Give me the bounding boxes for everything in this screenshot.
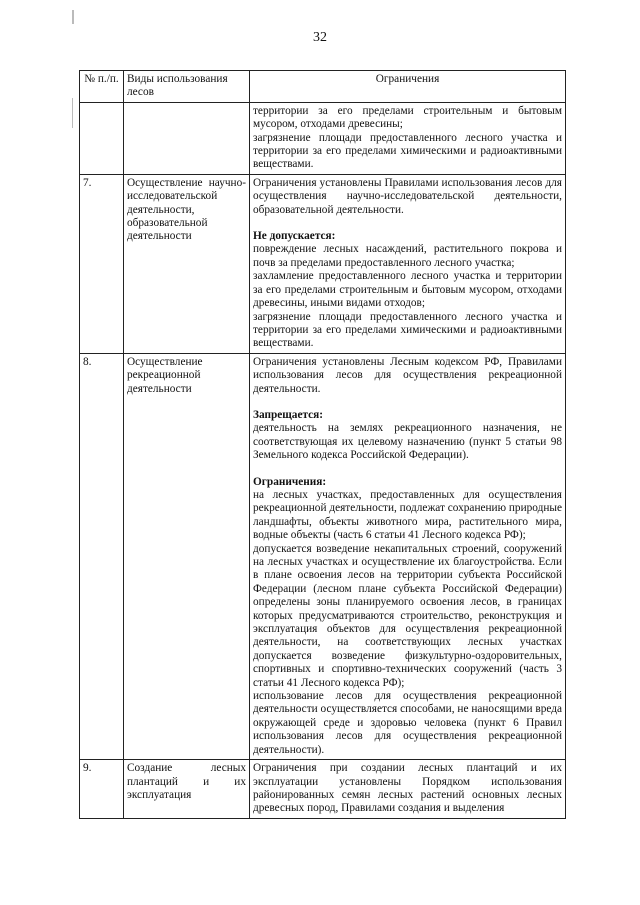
paragraph-gap [253,217,562,230]
limitation-paragraph: загрязнение площади предоставленного лесного участка и территории за его пределами химическими и радиоактивными веществами. [253,131,562,171]
row-usage-type [124,102,250,174]
limitation-paragraph: территории за его пределами строительным и бытовым мусором, отходами древесины; [253,104,562,131]
limitation-paragraph: Ограничения установлены Лесным кодексом РФ, Правилами использования лесов для осуществления рекреационной деятельности. [253,355,562,395]
scan-mark [72,98,73,128]
row-limitations [250,760,566,819]
paragraph-gap [253,396,562,409]
header-type: Виды использования лесов [124,71,250,103]
row-number: 9. [80,760,124,819]
section-heading: Ограничения: [253,475,327,488]
table-row [80,174,566,353]
limitation-paragraph: повреждение лесных насаждений, растительного покрова и почв за пределами предоставленного лесного участка; [253,243,562,269]
row-number [80,102,124,174]
scan-mark [72,10,74,24]
row-limitations [250,102,566,174]
limitation-paragraph: на лесных участках, предоставленных для осуществления рекреационной деятельности, подлежат сохранению природные ландшафты, объекты животного мира, растительного мира, водные объекты (часть 6 статьи 41 Лесного кодекса РФ); [253,488,562,542]
restrictions-table [79,70,566,819]
header-num: № п./п. [80,71,124,103]
limitation-paragraph: загрязнение площади предоставленного лесного участка и территории за его пределами химическими и радиоактивными веществами. [253,310,562,350]
page-number: 32 [313,30,327,45]
limitation-paragraph: захламление предоставленного лесного участка и территории за его пределами строительным и бытовым мусором, отходами древесины, иными видами отходов; [253,270,562,310]
limitation-paragraph: Ограничения при создании лесных плантаций и их эксплуатации установлены Порядком использования районированных семян лесных растений основных лесных древесных пород, Правилами создания и выделения [253,762,562,815]
limitation-paragraph: Ограничения установлены Правилами использования лесов для осуществления научно-исследовательской деятельности, образовательной деятельности. [253,176,562,216]
header-limits: Ограничения [250,71,566,103]
row-limitations [250,353,566,759]
row-usage-type: Осуществление рекреационной деятельности [124,353,250,759]
row-number: 7. [80,174,124,353]
limitation-paragraph: использование лесов для осуществления рекреационной деятельности осуществляется способами, не наносящими вреда окружающей среде и здоровью человека (пункт 6 Правил использования лесов для осуществления рекреационной деятельности). [253,690,562,756]
paragraph-gap [253,463,562,476]
section-heading: Запрещается: [253,408,324,421]
table-row [80,102,566,174]
limitation-paragraph: деятельность на землях рекреационного назначения, не соответствующая их целевому назначению (пункт 5 статьи 98 Земельного кодекса Российской Федерации). [253,422,562,462]
row-usage-type: Создание лесных плантаций и их эксплуатация [124,760,250,819]
row-number: 8. [80,353,124,759]
limitation-paragraph: допускается возведение некапитальных строений, сооружений на лесных участках и осуществление их благоустройства. Если в плане освоения лесов на территории субъекта Российской Федерации (лесном плане субъекта Российской Федерации) определены зоны планируемого освоения лесов, в границах которых предусматриваются строительство, реконструкция и эксплуатация объектов для осуществления рекреационной деятельности, на соответствующих лесных участках допускается возведение физкультурно-оздоровительных, спортивных и спортивно-технических сооружений (часть 3 статьи 41 Лесного кодекса РФ); [253,542,562,689]
table-header-row [80,71,566,103]
row-limitations [250,174,566,353]
row-usage-type: Осуществление научно-исследовательской деятельности, образовательной деятельности [124,174,250,353]
table-row [80,760,566,819]
table-row [80,353,566,759]
section-heading: Не допускается: [253,230,336,243]
